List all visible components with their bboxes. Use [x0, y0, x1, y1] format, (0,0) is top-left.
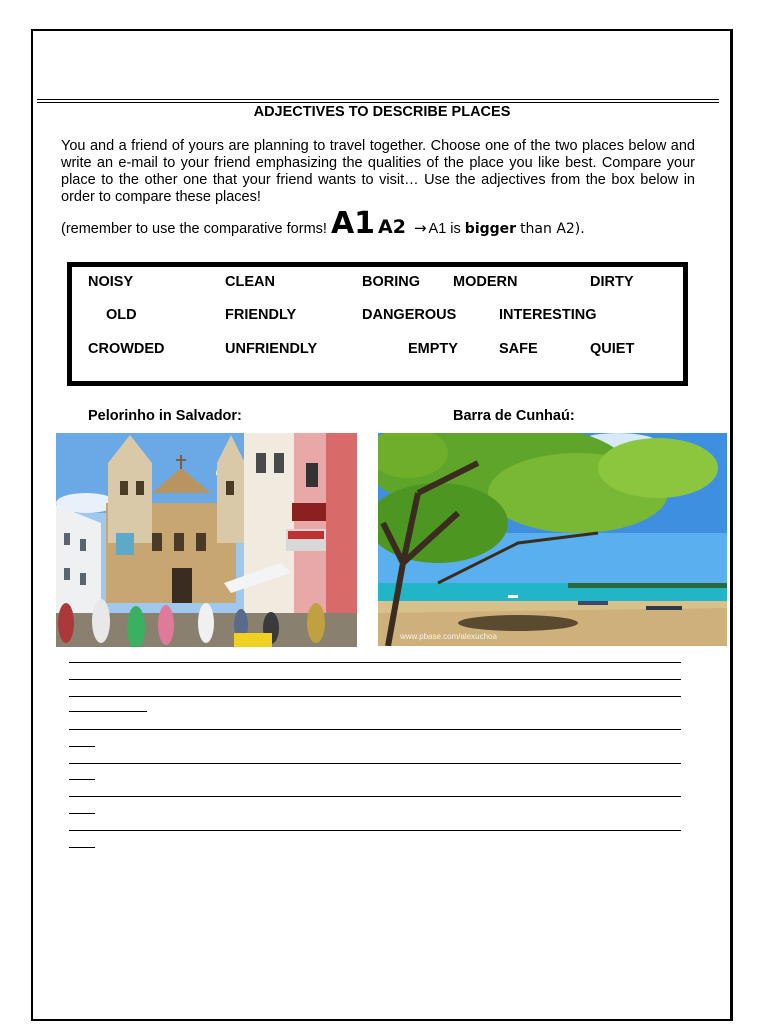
answer-line-6-end	[69, 813, 95, 814]
answer-line-3-end	[69, 711, 147, 712]
adjective-unfriendly: UNFRIENDLY	[225, 341, 318, 357]
reminder-prefix: (remember to use the comparative forms!	[61, 221, 327, 237]
photo-pelourinho	[56, 433, 357, 647]
answer-line-4-end	[69, 746, 95, 747]
instructions: You and a friend of yours are planning to travel together. Choose one of the two places below and write an e-mail to your friend emphasizing the qualities of the place you like best. Compare your place to the other one that your friend wants to visit… Use the adjectives from the box below in order to compare these places!	[61, 138, 695, 205]
adjective-noisy: NOISY	[88, 274, 134, 290]
adjective-dirty: DIRTY	[590, 274, 634, 290]
adjective-dangerous: DANGEROUS	[362, 307, 457, 323]
answer-line-1	[69, 662, 681, 663]
adjective-interesting: INTERESTING	[499, 307, 597, 323]
adjective-old: OLD	[106, 307, 137, 323]
caption-pelourinho: Pelorinho in Salvador:	[88, 408, 242, 424]
adjective-safe: SAFE	[499, 341, 538, 357]
answer-line-5-end	[69, 779, 95, 780]
arrow-icon: →	[413, 219, 427, 237]
a2-medium: A2	[378, 216, 406, 238]
header-rule-top	[37, 99, 719, 100]
caption-barra: Barra de Cunhaú:	[453, 408, 575, 424]
answer-line-7	[69, 830, 681, 831]
adjective-empty: EMPTY	[408, 341, 458, 357]
adjective-crowded: CROWDED	[88, 341, 165, 357]
photo-barra	[378, 433, 727, 646]
photo-watermark: www.pbase.com/alexuchoa	[400, 632, 497, 641]
reminder-a1-is: A1 is	[428, 221, 461, 237]
adjective-boring: BORING	[362, 274, 420, 290]
adjective-clean: CLEAN	[225, 274, 275, 290]
answer-line-6	[69, 796, 681, 797]
answer-line-5	[69, 763, 681, 764]
answer-line-7-end	[69, 847, 95, 848]
a1-large: A1	[330, 206, 376, 241]
reminder-than: than A2).	[520, 221, 585, 237]
answer-line-2	[69, 679, 681, 680]
comparative-reminder	[61, 206, 585, 240]
reminder-bigger: bigger	[464, 221, 517, 237]
adjective-friendly: FRIENDLY	[225, 307, 297, 323]
adjective-modern: MODERN	[453, 274, 518, 290]
answer-line-3	[69, 696, 681, 697]
header-rule-bottom	[37, 102, 719, 103]
worksheet-title: ADJECTIVES TO DESCRIBE PLACES	[253, 104, 511, 120]
adjective-quiet: QUIET	[590, 341, 635, 357]
answer-line-4	[69, 729, 681, 730]
